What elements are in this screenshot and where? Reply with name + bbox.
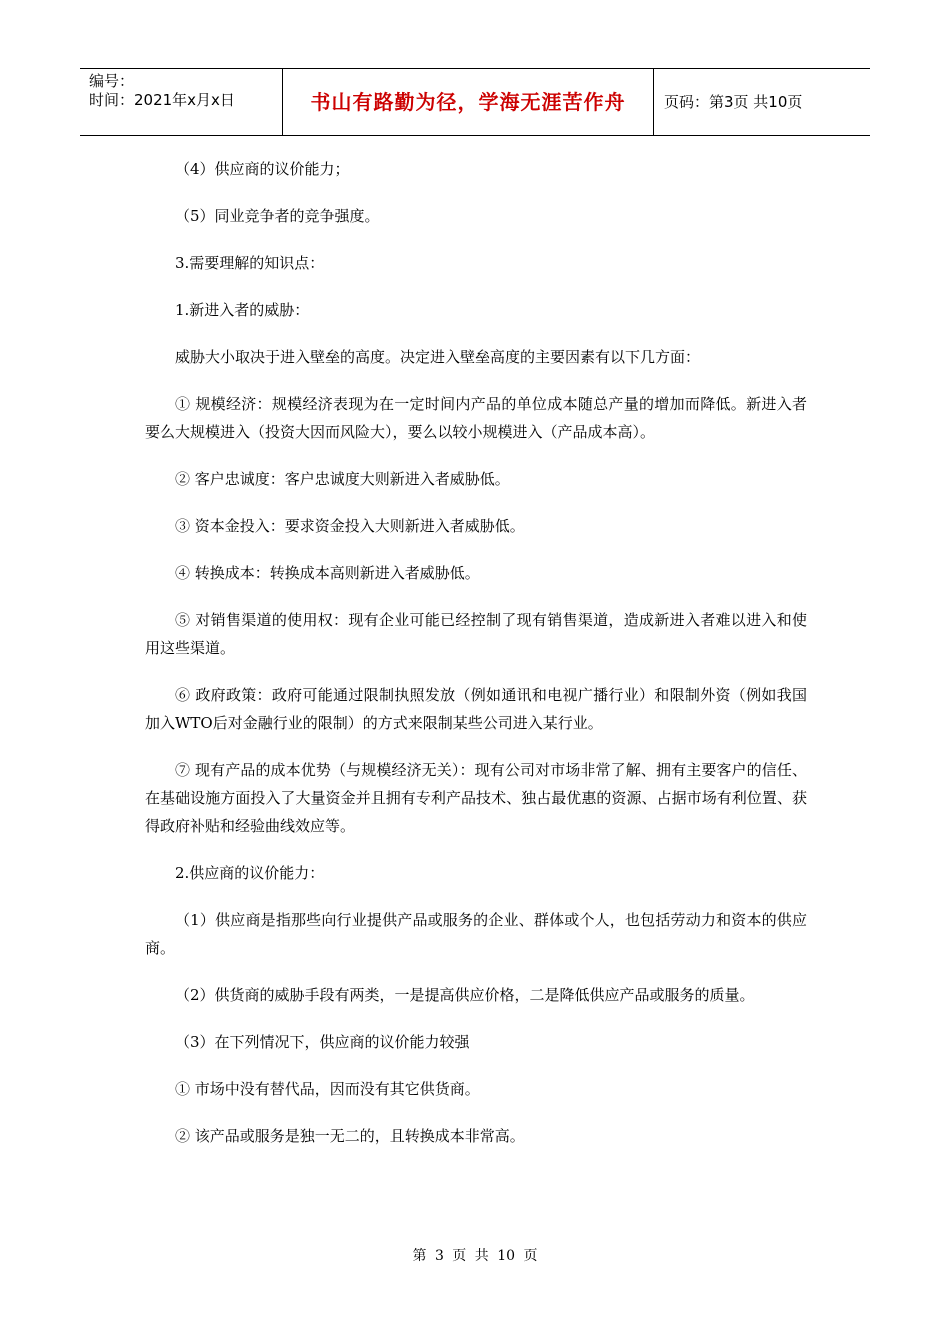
document-date: 时间：2021年x月x日 bbox=[89, 91, 235, 109]
header-motto: 书山有路勤为径，学海无涯苦作舟 bbox=[282, 69, 654, 135]
page-header bbox=[80, 68, 870, 136]
document-body bbox=[145, 155, 807, 1169]
document-number: 编号： bbox=[89, 72, 135, 90]
paragraph: （5）同业竞争者的竞争强度。 bbox=[175, 207, 380, 225]
paragraph: （3）在下列情况下，供应商的议价能力较强 bbox=[175, 1033, 470, 1051]
section-heading: 3.需要理解的知识点： bbox=[175, 254, 325, 272]
page-footer: 第 3 页 共 10 页 bbox=[412, 1248, 538, 1264]
list-item: ① 规模经济：规模经济表现为在一定时间内产品的单位成本随总产量的增加而降低。新进入者要么大规模进入（投资大因而风险大），要么以较小规模进入（产品成本高）。 bbox=[145, 395, 807, 441]
paragraph: 威胁大小取决于进入壁垒的高度。决定进入壁垒高度的主要因素有以下几方面： bbox=[175, 348, 701, 366]
list-item: ⑦ 现有产品的成本优势（与规模经济无关）：现有公司对市场非常了解、拥有主要客户的信任、在基础设施方面投入了大量资金并且拥有专利产品技术、独占最优惠的资源、占据市场有利位置、获得政府补贴和经验曲线效应等。 bbox=[145, 761, 807, 835]
section-heading: 1.新进入者的威胁： bbox=[175, 301, 310, 319]
header-page-number: 页码：第3页 共10页 bbox=[664, 93, 803, 111]
list-item: ④ 转换成本：转换成本高则新进入者威胁低。 bbox=[175, 564, 480, 582]
list-item: ② 该产品或服务是独一无二的，且转换成本非常高。 bbox=[175, 1127, 525, 1145]
header-meta bbox=[80, 69, 282, 135]
list-item: ⑤ 对销售渠道的使用权：现有企业可能已经控制了现有销售渠道，造成新进入者难以进入和使用这些渠道。 bbox=[145, 611, 807, 657]
list-item: ① 市场中没有替代品，因而没有其它供货商。 bbox=[175, 1080, 480, 1098]
paragraph: （1）供应商是指那些向行业提供产品或服务的企业、群体或个人，也包括劳动力和资本的供应商。 bbox=[145, 911, 807, 957]
list-item: ② 客户忠诚度：客户忠诚度大则新进入者威胁低。 bbox=[175, 470, 510, 488]
list-item: ⑥ 政府政策：政府可能通过限制执照发放（例如通讯和电视广播行业）和限制外资（例如我国加入WTO后对金融行业的限制）的方式来限制某些公司进入某行业。 bbox=[145, 686, 807, 732]
list-item: ③ 资本金投入：要求资金投入大则新进入者威胁低。 bbox=[175, 517, 525, 535]
paragraph: （4）供应商的议价能力； bbox=[175, 160, 350, 178]
paragraph: （2）供货商的威胁手段有两类，一是提高供应价格，二是降低供应产品或服务的质量。 bbox=[175, 986, 755, 1004]
section-heading: 2.供应商的议价能力： bbox=[175, 864, 325, 882]
